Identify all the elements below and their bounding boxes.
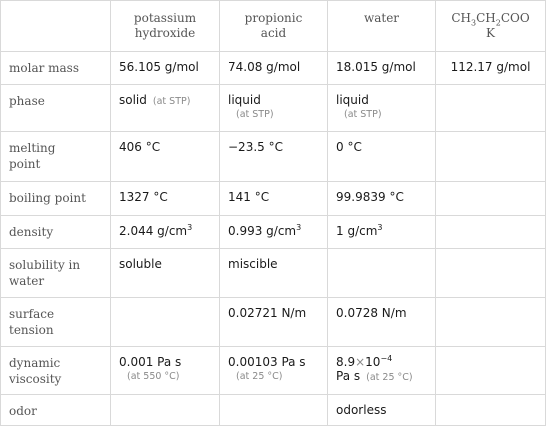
value-text: 0.001 Pa s <box>119 355 182 369</box>
row-label <box>1 347 111 395</box>
cell-value: 0 °C <box>328 132 436 182</box>
row-label <box>1 298 111 347</box>
column-header-line2: hydroxide <box>134 26 196 40</box>
row-label-line2: water <box>9 274 45 288</box>
value-text: 1 g/cm <box>336 224 378 238</box>
cell-value: −23.5 °C <box>220 132 328 182</box>
row-odor <box>1 395 546 426</box>
cell-value: 56.105 g/mol <box>111 52 220 85</box>
row-label-line1: dynamic <box>9 356 61 370</box>
cell-value <box>328 347 436 395</box>
column-header-formula <box>436 1 546 52</box>
cell-value <box>111 85 220 132</box>
formula-subscript: 2 <box>495 18 501 28</box>
cell-value <box>111 347 220 395</box>
value-text: 2.044 g/cm <box>119 224 188 238</box>
row-surface-tension <box>1 298 546 347</box>
row-label <box>1 132 111 182</box>
cell-value: 99.9839 °C <box>328 182 436 216</box>
column-header-potassium-hydroxide <box>111 1 220 52</box>
value-text: liquid <box>228 93 261 107</box>
corner-cell <box>1 1 111 52</box>
cell-empty <box>436 182 546 216</box>
cell-value: 0.02721 N/m <box>220 298 328 347</box>
cell-empty <box>436 298 546 347</box>
row-molar-mass <box>1 52 546 85</box>
row-label-line2: point <box>9 157 41 171</box>
cell-value <box>328 85 436 132</box>
formula-part: CH <box>451 11 471 25</box>
cell-empty <box>328 249 436 298</box>
condition-note: (at 25 °C) <box>366 372 413 383</box>
condition-note: (at 25 °C) <box>236 371 283 382</box>
formula-part: COO <box>500 11 530 25</box>
column-header-water <box>328 1 436 52</box>
cell-value <box>220 216 328 249</box>
cell-value: odorless <box>328 395 436 426</box>
cell-empty <box>436 132 546 182</box>
column-header-line1: propionic <box>244 11 303 25</box>
unit-exponent: 3 <box>377 223 383 232</box>
value-text: solid <box>119 93 147 107</box>
header-row <box>1 1 546 52</box>
column-header-line2: acid <box>260 26 287 40</box>
power-base: 10 <box>365 355 381 369</box>
row-label-line1: melting <box>9 141 56 155</box>
row-density <box>1 216 546 249</box>
cell-empty <box>220 395 328 426</box>
cell-value <box>220 85 328 132</box>
row-label-line1: solubility in <box>9 258 81 272</box>
row-boiling-point <box>1 182 546 216</box>
value-text: 0.00103 Pa s <box>228 355 306 369</box>
formula-part: CH <box>476 11 496 25</box>
cell-value: 406 °C <box>111 132 220 182</box>
formula-subscript: 3 <box>470 18 477 28</box>
row-label-line2: viscosity <box>9 372 62 386</box>
row-label-line2: tension <box>9 323 54 337</box>
row-dynamic-viscosity <box>1 347 546 395</box>
cell-value: 112.17 g/mol <box>436 52 546 85</box>
cell-empty <box>436 249 546 298</box>
cell-value: 0.0728 N/m <box>328 298 436 347</box>
cell-value: miscible <box>220 249 328 298</box>
column-header-propionic-acid <box>220 1 328 52</box>
row-solubility <box>1 249 546 298</box>
row-label: molar mass <box>1 52 111 85</box>
times-sign: × <box>355 355 366 369</box>
row-label-line1: surface <box>9 307 55 321</box>
cell-empty <box>436 85 546 132</box>
unit-exponent: 3 <box>296 223 302 232</box>
cell-empty <box>111 298 220 347</box>
cell-empty <box>436 216 546 249</box>
cell-value <box>220 347 328 395</box>
cell-empty <box>436 347 546 395</box>
cell-value: 141 °C <box>220 182 328 216</box>
cell-value: 74.08 g/mol <box>220 52 328 85</box>
condition-note: (at STP) <box>344 109 382 120</box>
row-label: phase <box>1 85 111 132</box>
condition-note: (at STP) <box>152 96 191 107</box>
row-phase <box>1 85 546 132</box>
row-label: boiling point <box>1 182 111 216</box>
unit-text: Pa s <box>336 369 361 383</box>
cell-value: 1327 °C <box>111 182 220 216</box>
column-header-line1: water <box>363 11 400 25</box>
value-text: 0.993 g/cm <box>228 224 297 238</box>
row-melting-point <box>1 132 546 182</box>
row-label: odor <box>1 395 111 426</box>
cell-empty <box>111 395 220 426</box>
formula-line2: K <box>486 26 495 40</box>
cell-value <box>111 216 220 249</box>
column-header-line1: potassium <box>133 11 197 25</box>
cell-value: 18.015 g/mol <box>328 52 436 85</box>
cell-value: soluble <box>111 249 220 298</box>
condition-note: (at STP) <box>236 109 274 120</box>
value-text: liquid <box>336 93 369 107</box>
cell-value <box>328 216 436 249</box>
row-label: density <box>1 216 111 249</box>
mantissa: 8.9 <box>336 355 356 369</box>
cell-empty <box>436 395 546 426</box>
condition-note: (at 550 °C) <box>127 371 180 382</box>
power-exponent: −4 <box>380 354 393 363</box>
row-label <box>1 249 111 298</box>
unit-exponent: 3 <box>187 223 193 232</box>
